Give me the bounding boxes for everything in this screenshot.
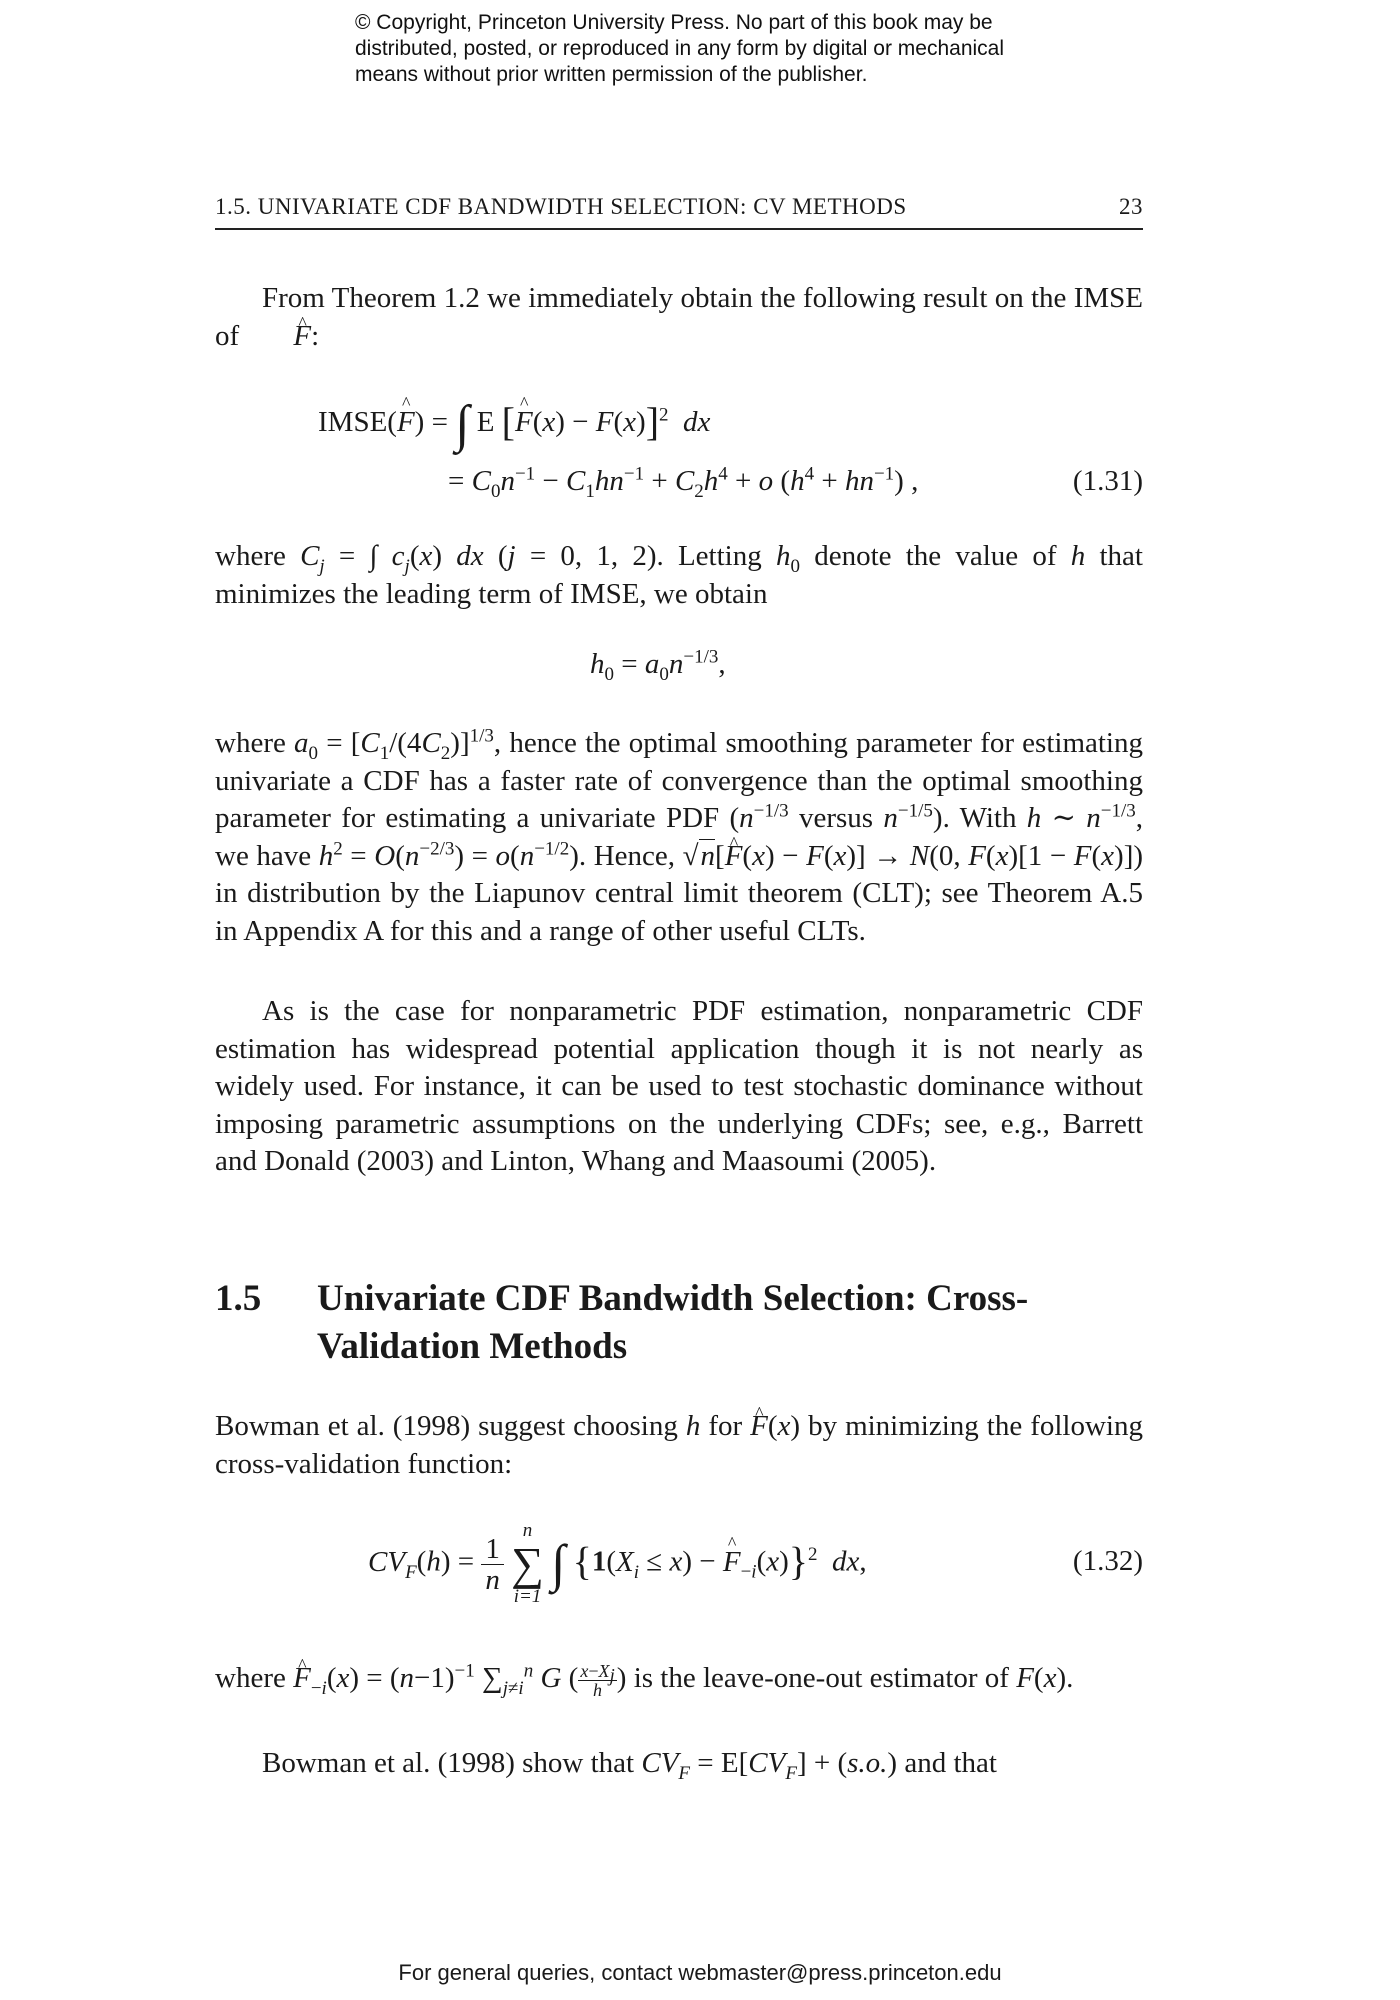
- copyright-line: means without prior written permission of the publisher.: [355, 63, 868, 86]
- equation-h0: $h_0 = a_0n^{-1/3}$,: [590, 646, 726, 685]
- equation-cv-function: $CV_F(h)$ = $\frac{1}{n}$ n ∑ i=1 ∫ {$1(X_i \le x)$ − ^ $F_{-i}(x)\}^2$ dx,: [368, 1520, 867, 1608]
- equation-imse-line1: IMSE(^ F) = ∫ E [^ F(x) − F(x)]$^2$ dx: [318, 395, 710, 454]
- equation-imse-line2: = $C_0n^{-1} - C_1hn^{-1} + C_2h^4 + o$ $(h^4 + hn^{-1})$ ,: [448, 463, 919, 502]
- copyright-notice: [355, 10, 1115, 88]
- running-header: [215, 190, 1143, 230]
- page-number: 23: [1119, 194, 1143, 219]
- paragraph-intro: From Theorem 1.2 we immediately obtain the following result on the IMSE of ^ F:: [215, 280, 1143, 355]
- section-title: Univariate CDF Bandwidth Selection: Cross-Validation Methods: [317, 1278, 1029, 1367]
- paragraph-applications: As is the case for nonparametric PDF estimation, nonparametric CDF estimation has widespread potential application though it is not nearly as widely used. For instance, it can be used to test stochastic dominance without imposing parametric assumptions on the underlying CDFs; see, e.g., Barrett and Donald (2003) and Linton, Whang and Maasoumi (2005).: [215, 995, 1143, 1177]
- paragraph-bowman: Bowman et al. (1998) show that $CV_F = E[CV_F] + (s.o.)$ and that: [262, 1747, 997, 1784]
- section-number: 1.5: [215, 1278, 262, 1319]
- paragraph-leave-one-out: where ^ $F_{-i}(x) = (n-1)^{-1}$ $\sum_{j\ne i}^n$ G ( $\frac{x-X_j}{h}$ ) is the leave-one-out estimator of F(x).: [215, 1660, 1143, 1699]
- paragraph-convergence: where $a_0 = [C_1/(4C_2)]^{1/3}$, hence the optimal smoothing parameter for estimating univariate a CDF has a faster rate of convergence than the optimal smoothing parameter for estimating a univariate PDF ($n^{-1/3}$ versus $n^{-1/5}$). With h ∼ $n^{-1/3}$, we have $h^2 = O(n^{-2/3}) = o(n^{-1/2})$. Hence, √n[^ F(x) − F(x)] → N(0, F(x)[1 − F(x)]) in distribution by the Liapunov central limit theorem (CLT); see Theorem A.5 in Appendix A for this and a range of other useful CLTs.: [215, 725, 1143, 950]
- paragraph-cv-intro: Bowman et al. (1998) suggest choosing h for ^ F(x) by minimizing the following cross-validation function:: [215, 1408, 1143, 1483]
- equation-number: (1.32): [1072, 1545, 1143, 1577]
- copyright-line: © Copyright, Princeton University Press. No part of this book may be: [355, 11, 993, 34]
- copyright-line: distributed, posted, or reproduced in any form by digital or mechanical: [355, 37, 1005, 60]
- equation-number: (1.31): [1072, 465, 1143, 497]
- footer-contact: For general queries, contact webmaster@press.princeton.edu: [398, 1960, 1002, 1985]
- running-title: 1.5. UNIVARIATE CDF BANDWIDTH SELECTION: CV METHODS: [215, 194, 907, 219]
- paragraph-constants: where $C_j$ = ∫ $c_j(x)$ dx (j = 0, 1, 2). Letting $h_0$ denote the value of h that minimizes the leading term of IMSE, we obtain: [215, 540, 1143, 610]
